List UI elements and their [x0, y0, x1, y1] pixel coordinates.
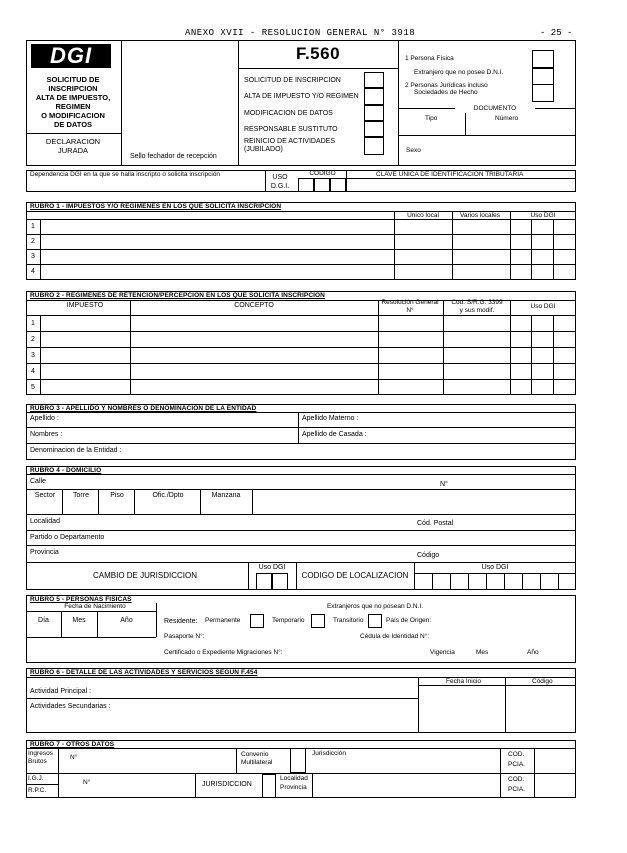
actividades-secundarias-label: Actividades Secundarias :: [30, 703, 111, 710]
jurisdiccion-checkbox[interactable]: [262, 774, 276, 798]
torre-label: Torre: [73, 492, 89, 499]
fecha-nacimiento-label: Fecha de Nacimiento: [64, 603, 126, 610]
rubro1-title: RUBRO 1 - IMPUESTOS Y/O REGIMENES EN LOS QUE SOLICITA INSCRIPCION: [30, 203, 282, 210]
convenio-label: Convenio: [241, 751, 269, 758]
sociedades-label: Sociedades de Hecho: [414, 89, 478, 96]
col-resolucion: Resolución General: [381, 299, 439, 306]
codigo-cell-1[interactable]: [298, 178, 314, 192]
mes-label: Mes: [72, 617, 86, 624]
col-concepto: CONCEPTO: [234, 302, 274, 309]
cambio-jurisdiccion-label: CAMBIO DE JURISDICCION: [92, 571, 197, 580]
calle-label: Calle: [30, 478, 46, 485]
jurisdiccion-label: Jurisdicción: [312, 750, 346, 757]
provincia7-label: Provincia: [280, 784, 307, 791]
manzana-label: Manzana: [211, 492, 241, 499]
materno-label: Apellido Materno :: [302, 415, 359, 422]
pcia2-label: PCIA.: [508, 786, 525, 793]
postal-label: Cód. Postal: [417, 520, 454, 527]
pais-origen-label: País de Origen:: [386, 617, 432, 624]
option-solicitud: SOLICITUD DE INSCRIPCION: [244, 77, 341, 84]
rubro5-title: RUBRO 5 - PERSONAS FISICAS: [30, 596, 132, 603]
rpc-label: R.P.C.: [28, 787, 47, 794]
col-impuesto: IMPUESTO: [66, 302, 104, 309]
transitorio-checkbox[interactable]: [368, 614, 382, 628]
numero-label: N°: [440, 481, 448, 488]
rubro3-title: RUBRO 3 - APELLIDO Y NOMBRES O DENOMINACION DE LA ENTIDAD: [30, 405, 257, 412]
uso-label: USO: [272, 174, 288, 181]
col-varios: Varios locales: [460, 212, 500, 219]
cedula-label: Cédula de Identidad N°:: [360, 633, 430, 640]
rubro7-title: RUBRO 7 - OTROS DATOS: [30, 741, 115, 748]
declaration-line: JURADA: [57, 146, 88, 155]
sector-label: Sector: [34, 492, 56, 499]
usodgi-label: Uso DGI: [258, 564, 286, 571]
declaration-label: [28, 137, 118, 155]
title-line: SOLICITUD DE: [46, 75, 100, 84]
denominacion-label: Denominacion de la Entidad :: [30, 447, 122, 454]
permanente-checkbox[interactable]: [250, 614, 264, 628]
pcia1-label: PCIA.: [508, 761, 525, 768]
title-line: DE DATOS: [53, 120, 93, 129]
col-cod: Cod. S/R.G. 3399: [451, 299, 503, 306]
cod2-label: COD.: [508, 776, 525, 783]
sexo-field[interactable]: [426, 140, 456, 156]
rubro2-row-num: 2: [31, 336, 35, 343]
rubro1-row-num: 2: [31, 238, 35, 245]
option-modificacion: MODIFICACION DE DATOS: [244, 110, 333, 117]
casada-label: Apellido de Casada :: [302, 431, 367, 438]
permanente-label: Permanente: [205, 617, 241, 624]
usodgi-cell-2[interactable]: [272, 573, 288, 590]
dgi-label: D.G.I.: [270, 183, 290, 190]
rubro1-row-num: 4: [31, 268, 35, 275]
tipo-label: Tipo: [425, 115, 438, 122]
vigencia-mes-label: Mes: [476, 649, 489, 656]
codigo-localizacion-label: CODIGO DE LOCALIZACION: [301, 571, 409, 580]
dgi-logo: [31, 44, 111, 68]
rubro2-row-num: 1: [31, 320, 35, 327]
vigencia-anio-label: Año: [527, 649, 539, 656]
form-title: [28, 75, 118, 129]
sexo-label: Sexo: [406, 147, 421, 154]
partido-label: Partido o Departamento: [30, 534, 105, 541]
page-number: - 25 -: [540, 28, 573, 38]
localidad-label: Localidad: [30, 518, 60, 525]
col-unico: Unico local: [407, 212, 439, 219]
pasaporte-label: Pasaporte N°:: [164, 633, 205, 640]
numero-label: Número: [495, 115, 519, 122]
checkbox-reinicio[interactable]: [364, 137, 384, 155]
rubro1-row-num: 3: [31, 253, 35, 260]
localidad7-label: Localidad: [280, 775, 308, 782]
persona-fisica-label: 1 Persona Física: [405, 55, 454, 62]
multilateral-label: Multilateral: [241, 759, 273, 766]
brutos-label: Brutos: [28, 758, 47, 765]
col-usodgi: Uso DGI: [530, 303, 556, 310]
anio-label: Año: [120, 617, 133, 624]
igj-nro-label: N°: [83, 779, 91, 786]
codigo-label: CODIGO: [309, 170, 336, 177]
title-line: ALTA DE IMPUESTO,: [35, 93, 111, 102]
col-usodgi: Uso DGI: [530, 212, 556, 219]
checkbox-solicitud[interactable]: [364, 72, 384, 88]
checkbox-sustituto[interactable]: [364, 121, 384, 137]
clave-label: CLAVE UNICA DE IDENTIFICACION TRIBUTARIA: [376, 171, 524, 178]
ingresos-nro-label: N°: [70, 754, 78, 761]
rubro2-row-num: 4: [31, 368, 35, 375]
usodgi-cell-1[interactable]: [256, 573, 272, 590]
title-line: REGIMEN: [55, 102, 91, 111]
rubro2-title: RUBRO 2 - REGIMENES DE RETENCION/PERCEPCION EN LOS QUE SOLICITA INSCRIPCION: [30, 292, 325, 299]
checkbox-alta[interactable]: [364, 88, 384, 105]
checkbox-modificacion[interactable]: [364, 105, 384, 121]
fecha-inicio-label: Fecha Inicio: [446, 678, 482, 685]
rubro2-row-num: 5: [31, 384, 35, 391]
declaration-line: DECLARACION: [45, 137, 101, 146]
actividad-principal-label: Actividad Principal :: [30, 688, 92, 695]
rubro6-title: RUBRO 6 - DETALLE DE LAS ACTIVIDADES Y SERVICIOS SEGUN F.454: [30, 669, 258, 676]
rubro4-title: RUBRO 4 - DOMICILIO: [30, 467, 102, 474]
annex-title: ANEXO XVII - RESOLUCION GENERAL N° 3918: [185, 28, 416, 38]
option-reinicio: REINICIO DE ACTIVIDADES (JUBILADO): [244, 138, 336, 153]
persona-checkbox-2[interactable]: [532, 84, 554, 102]
form-number: F.560: [295, 44, 341, 63]
stamp-label: Sello fechador de recepción: [130, 153, 217, 160]
apellido-label: Apellido :: [30, 415, 59, 422]
temporario-label: Temporario: [272, 617, 305, 624]
documento-label: DOCUMENTO: [455, 106, 535, 113]
option-sustituto: RESPONSABLE SUSTITUTO: [244, 126, 338, 133]
usodgi2-label: Uso DGI: [481, 564, 509, 571]
dependencia-label: Dependencia DGI en la que se halla inscripto o solicita inscripción: [30, 171, 221, 178]
option-alta: ALTA DE IMPUESTO Y/O REGIMEN: [244, 93, 359, 100]
vigencia-label: Vigencia: [430, 649, 455, 656]
cod1-label: COD.: [508, 751, 525, 758]
rubro2-row-num: 3: [31, 352, 35, 359]
ingresos-label: Ingresos: [28, 750, 53, 757]
transitorio-label: Transitorio: [333, 617, 364, 624]
codigo-cell-2[interactable]: [314, 178, 330, 192]
col-resolucion-nro: N°: [406, 307, 414, 314]
certificado-label: Certificado o Expediente Migraciones N°:: [164, 649, 283, 656]
codigo6-label: Código: [532, 678, 553, 685]
title-line: INSCRIPCION: [48, 84, 98, 93]
jurisdiccion2-label: JURISDICCION: [202, 781, 252, 788]
provincia-label: Provincia: [30, 549, 59, 556]
title-line: O MODIFICACION: [41, 111, 105, 120]
piso-label: Piso: [110, 492, 124, 499]
codigo-label: Código: [417, 552, 440, 559]
nombres-label: Nombres :: [30, 431, 63, 438]
dia-label: Día: [38, 617, 49, 624]
persona-checkbox-1[interactable]: [532, 50, 554, 68]
rubro1-row-num: 1: [31, 223, 35, 230]
persona-juridica-label: 2 Personas Jurídicas incluso: [405, 82, 488, 89]
col-cod-b: y sus modif.: [459, 307, 495, 314]
temporario-checkbox[interactable]: [311, 614, 325, 628]
extranjero-label: Extranjero que no posee D.N.I.: [414, 69, 504, 76]
convenio-checkbox[interactable]: [290, 748, 306, 773]
extranjeros-label: Extranjeros que no posean D.N.I.: [326, 603, 424, 610]
residente-label: Residente:: [164, 618, 198, 625]
igj-label: I.G.J.: [28, 775, 44, 782]
codigo-cell-3[interactable]: [330, 178, 346, 192]
ofic-label: Ofic./Dpto: [152, 492, 184, 499]
logo-text: DGI: [49, 43, 93, 68]
